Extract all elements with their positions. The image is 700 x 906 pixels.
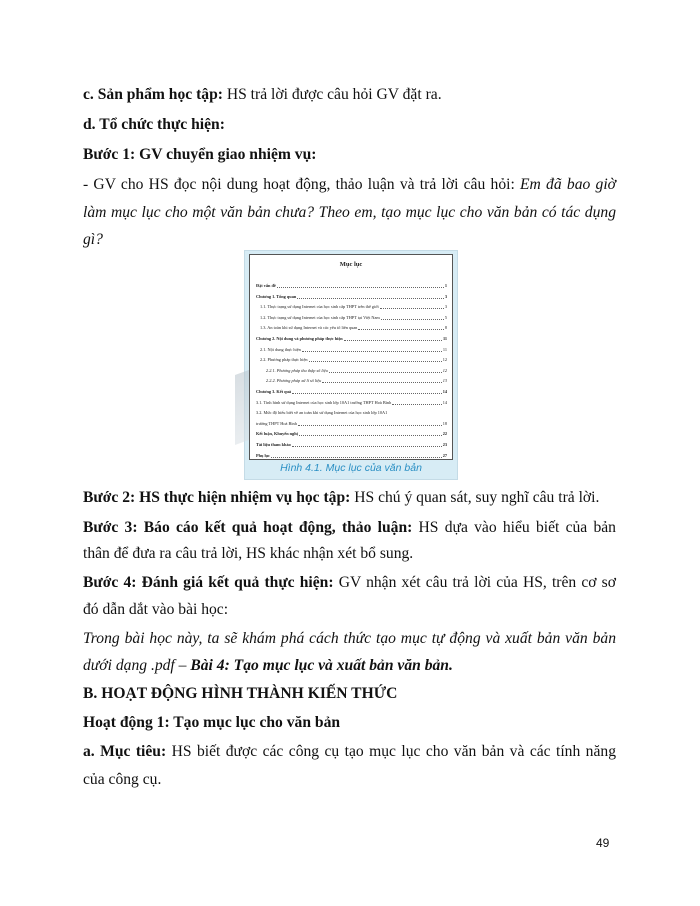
toc-row-page: 5 — [444, 314, 447, 320]
label: Bước 2: HS thực hiện nhiệm vụ học tập: — [83, 489, 351, 506]
toc-row-page: 3 — [444, 304, 447, 310]
toc-leader — [380, 302, 444, 309]
toc-row-page: 11 — [442, 336, 447, 341]
toc-figure — [244, 250, 458, 480]
toc-leader — [302, 345, 442, 352]
text: - GV cho HS đọc nội dung hoạt động, thảo luận và trả lời câu hỏi: — [83, 176, 521, 193]
label: c. Sản phẩm học tập: — [83, 86, 223, 103]
line-12 — [83, 629, 616, 649]
line-6 — [83, 230, 616, 250]
toc-row — [256, 334, 447, 344]
section-heading — [83, 684, 616, 704]
toc-row — [256, 398, 447, 408]
label: Bước 3: Báo cáo kết quả hoạt động, thảo luận: — [83, 519, 413, 536]
line-16 — [83, 742, 616, 762]
toc-row — [260, 355, 447, 365]
toc-row — [256, 292, 447, 302]
toc-row — [256, 419, 447, 429]
toc-leader — [322, 376, 441, 383]
activity-heading — [83, 713, 616, 733]
toc-row-title: 2.2.2. Phương pháp xử lí số liệu — [266, 378, 322, 384]
line-3 — [83, 145, 616, 165]
text: HS dựa vào hiểu biết của bản — [412, 519, 616, 536]
toc-row-page: 14 — [442, 399, 447, 405]
line-9 — [83, 544, 616, 564]
toc-row — [256, 281, 447, 291]
toc-row — [260, 302, 447, 312]
label: Hoạt động 1: Tạo mục lục cho văn bản — [83, 714, 341, 731]
text: HS biết được các công cụ tạo mục lục cho văn bản và các tính năng — [166, 743, 616, 760]
bold-italic-text: Bài 4: Tạo mục lục và xuất bản văn bản. — [190, 657, 453, 674]
toc-row-title: trường THPT Hoà Bình — [256, 420, 297, 426]
line-11 — [83, 600, 616, 620]
toc-leader — [292, 440, 442, 447]
toc-row-page: 3 — [444, 293, 447, 299]
line-4 — [83, 175, 616, 195]
line-17 — [83, 770, 616, 790]
label: B. HOẠT ĐỘNG HÌNH THÀNH KIẾN THỨC — [83, 685, 398, 702]
toc-row-title: 2.2.1. Phương pháp thu thập số liệu — [266, 367, 328, 373]
italic-text: gì? — [83, 231, 103, 248]
toc-leader — [358, 323, 444, 330]
toc-leader — [292, 387, 442, 394]
toc-row-page: 11 — [442, 346, 447, 352]
line-7 — [83, 488, 616, 508]
line-2 — [83, 115, 616, 135]
toc-row — [256, 387, 447, 397]
toc-row-title: 3.1. Tình hình sử dụng Internet của học sinh lớp 10A1 trường THPT Hoà Bình — [256, 399, 392, 405]
toc-row-page: 8 — [444, 325, 447, 331]
text: GV nhận xét câu trả lời của HS, trên cơ sơ — [333, 574, 616, 591]
toc-leader — [299, 429, 442, 436]
italic-text: Trong bài học này, ta sẽ khám phá cách thức tạo mục tự động và xuất bản văn bản — [83, 630, 616, 647]
line-1 — [83, 85, 616, 105]
toc-image — [249, 254, 453, 460]
label: d. Tổ chức thực hiện: — [83, 116, 225, 133]
toc-leader — [297, 292, 444, 299]
text: HS chú ý quan sát, suy nghĩ câu trả lời. — [350, 489, 600, 506]
toc-row-page: 13 — [442, 378, 447, 384]
label: Bước 1: GV chuyển giao nhiệm vụ: — [83, 146, 317, 163]
italic-text: làm mục lục cho một văn bản chưa? Theo em, tạo mục lục cho văn bản có tác dụng — [83, 204, 616, 221]
toc-leader — [344, 334, 442, 341]
toc-row-page: 22 — [442, 431, 447, 437]
italic-text: Em đã bao giờ — [520, 176, 616, 193]
toc-row-title: 3.2. Mức độ hiểu biết về an toàn khi sử dụng Internet của học sinh lớp 10A1 — [256, 410, 388, 416]
text: của công cụ. — [83, 771, 162, 788]
toc-row — [256, 440, 447, 450]
toc-leader — [329, 366, 442, 373]
toc-row-title: 1.1. Thực trạng sử dụng Internet của học sinh cấp THPT trên thế giới — [260, 304, 379, 310]
toc-row — [260, 313, 447, 323]
toc-row-title: Đặt vấn đề — [256, 283, 276, 288]
line-5 — [83, 203, 616, 223]
italic-text: dưới dạng .pdf – — [83, 657, 191, 674]
toc-leader — [309, 355, 442, 362]
toc-row — [260, 345, 447, 355]
toc-row-page: 12 — [442, 357, 447, 363]
toc-row-page: 27 — [442, 452, 447, 458]
line-8 — [83, 518, 616, 538]
toc-leader — [381, 313, 444, 320]
label: Bước 4: Đánh giá kết quả thực hiện: — [83, 574, 334, 591]
toc-row-title: Chương 2. Nội dung và phương pháp thực hiện — [256, 336, 343, 341]
toc-row — [256, 451, 447, 461]
label: a. Mục tiêu: — [83, 743, 167, 760]
toc-row-title: 2.2. Phương pháp thực hiện — [260, 357, 308, 363]
toc-row-title: Tài liệu tham khảo — [256, 442, 291, 447]
toc-row-page: 14 — [442, 389, 447, 394]
text: đó dẫn dắt vào bài học: — [83, 601, 229, 618]
toc-row-title: Phụ lục — [256, 452, 270, 458]
toc-leader — [392, 398, 441, 405]
toc-row-title: Kết luận, Khuyến nghị — [256, 431, 298, 437]
toc-row-page: 1 — [444, 283, 447, 288]
toc-row — [266, 366, 447, 376]
toc-leader — [277, 281, 444, 288]
text: thân để đưa ra câu trả lời, HS khác nhận xét bổ sung. — [83, 545, 414, 562]
text: HS trả lời được câu hỏi GV đặt ra. — [222, 86, 442, 103]
toc-title: Mục lục — [339, 261, 363, 268]
figure-caption: Hình 4.1. Mục lục của văn bản — [280, 462, 422, 474]
toc-row-title: 2.1. Nội dung thực hiện — [260, 346, 301, 352]
toc-row — [260, 323, 447, 333]
toc-row-page: 23 — [442, 442, 447, 447]
toc-row-title: Chương 3. Kết quả — [256, 389, 292, 394]
toc-row-page: 18 — [442, 420, 447, 426]
toc-row — [266, 376, 447, 386]
toc-row-page: 12 — [442, 367, 447, 373]
line-13 — [83, 656, 616, 676]
toc-row — [256, 429, 447, 439]
page-number: 49 — [596, 836, 610, 850]
toc-row — [256, 408, 447, 418]
toc-leader — [271, 451, 442, 458]
toc-leader — [298, 419, 442, 426]
toc-row-title: 1.3. An toàn khi sử dụng Internet và các yếu tố liên quan — [260, 325, 358, 331]
line-10 — [83, 573, 616, 593]
toc-row-title: 1.2. Thực trạng sử dụng Internet của học sinh cấp THPT tại Việt Nam — [260, 314, 380, 320]
toc-row-title: Chương 1. Tổng quan — [256, 293, 297, 299]
